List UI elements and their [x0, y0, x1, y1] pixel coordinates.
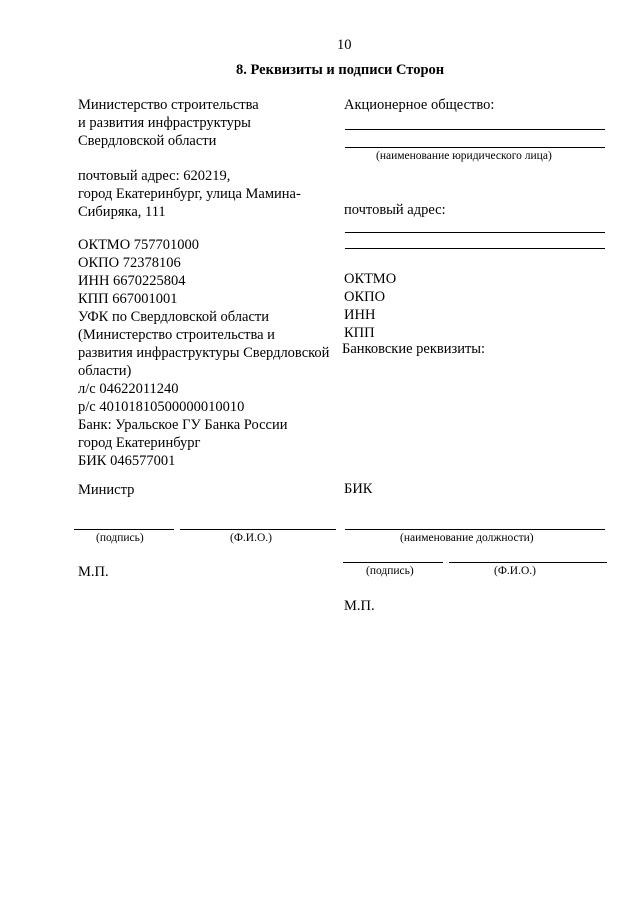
left-detail-line: КПП 667001001 [78, 291, 178, 307]
left-address-line: Сибиряка, 111 [78, 204, 166, 220]
right-org-label: Акционерное общество: [344, 97, 495, 113]
left-address-line: почтовый адрес: 620219, [78, 168, 231, 184]
left-detail-line: ОКПО 72378106 [78, 255, 181, 271]
right-signature-line [343, 562, 443, 563]
left-detail-line: город Екатеринбург [78, 435, 201, 451]
left-detail-line: БИК 046577001 [78, 453, 176, 469]
left-signature-line [74, 529, 174, 530]
right-position-line [345, 529, 605, 530]
left-stamp: М.П. [78, 564, 109, 580]
left-signature-caption: (подпись) [96, 532, 144, 544]
left-org-line: Министерство строительства [78, 97, 259, 113]
left-details [78, 236, 329, 470]
left-detail-line: ОКТМО 757701000 [78, 237, 200, 253]
left-address-line: город Екатеринбург, улица Мамина- [78, 186, 301, 202]
right-code-label: ОКПО [344, 289, 386, 305]
left-org-line: Свердловской области [78, 133, 217, 149]
right-code-label: ИНН [344, 307, 376, 323]
right-stamp: М.П. [344, 598, 375, 614]
left-fio-caption: (Ф.И.О.) [230, 532, 272, 544]
right-position-caption: (наименование должности) [400, 532, 534, 544]
page-number: 10 [337, 37, 352, 53]
right-org-caption: (наименование юридического лица) [376, 150, 552, 162]
left-position: Министр [78, 482, 135, 498]
right-address-line-1 [345, 232, 605, 233]
right-codes [344, 270, 396, 342]
right-fio-line [449, 562, 607, 563]
right-signature-caption: (подпись) [366, 565, 414, 577]
right-org-line-1 [345, 129, 605, 130]
left-org-name [78, 96, 259, 150]
left-fio-line [180, 529, 336, 530]
left-detail-line: Банк: Уральское ГУ Банка России [78, 417, 288, 433]
right-address-label: почтовый адрес: [344, 202, 446, 218]
left-address [78, 167, 301, 221]
right-address-line-2 [345, 248, 605, 249]
right-bank-label: Банковские реквизиты: [342, 341, 486, 357]
right-fio-caption: (Ф.И.О.) [494, 565, 536, 577]
right-org-line-2 [345, 147, 605, 148]
left-detail-line: развития инфраструктуры Свердловской [78, 345, 330, 361]
section-title: 8. Реквизиты и подписи Сторон [236, 62, 445, 78]
left-detail-line: УФК по Свердловской области [78, 309, 269, 325]
right-bik-label: БИК [344, 481, 373, 497]
left-detail-line: области) [78, 363, 132, 379]
right-code-label: КПП [344, 325, 375, 341]
left-detail-line: р/с 40101810500000010010 [78, 399, 245, 415]
left-org-line: и развития инфраструктуры [78, 115, 251, 131]
left-detail-line: ИНН 6670225804 [78, 273, 186, 289]
left-detail-line: л/с 04622011240 [78, 381, 179, 397]
right-code-label: ОКТМО [344, 271, 397, 287]
left-detail-line: (Министерство строительства и [78, 327, 275, 343]
